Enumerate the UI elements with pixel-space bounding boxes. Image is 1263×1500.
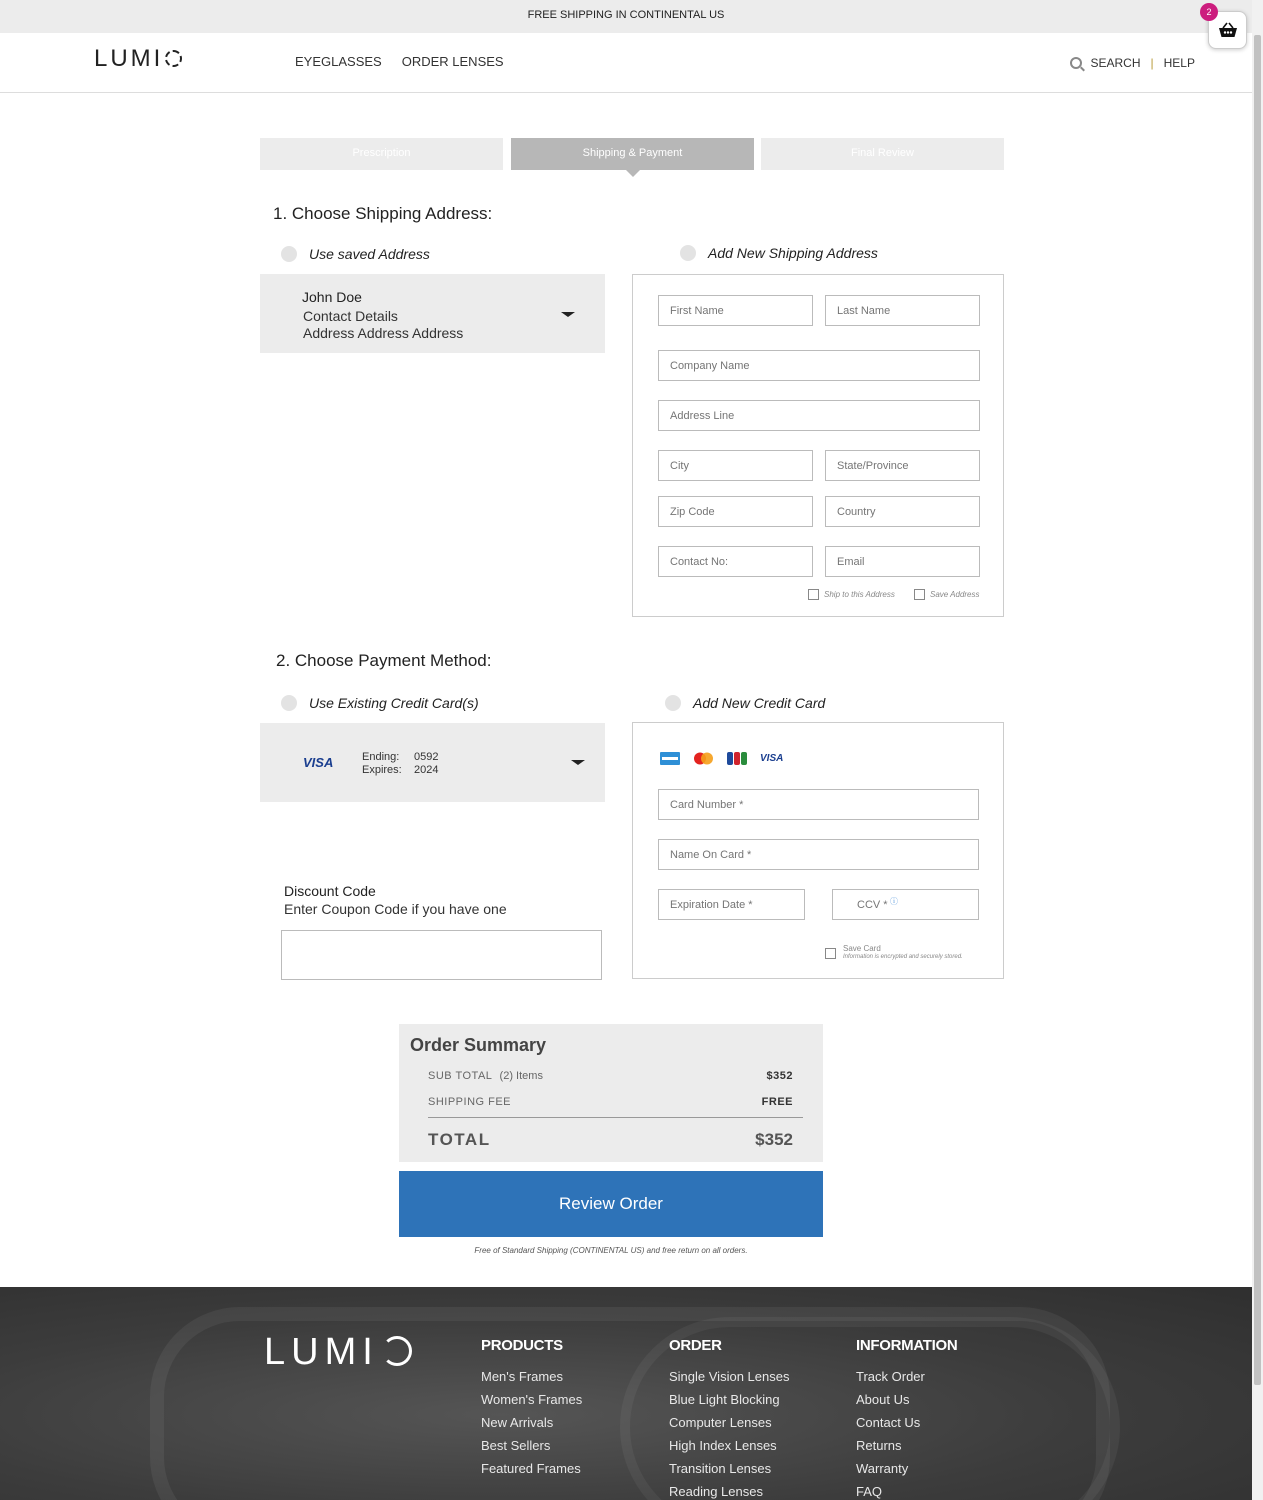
save-card-checkbox[interactable] — [825, 944, 963, 962]
save-address-checkbox[interactable] — [914, 589, 980, 600]
order-summary — [399, 1024, 823, 1162]
footer-link[interactable]: Returns — [856, 1438, 902, 1453]
promo-text: FREE SHIPPING IN CONTINENTAL US — [527, 9, 725, 21]
chevron-down-icon[interactable] — [571, 760, 585, 765]
visa-logo-icon: VISA — [303, 755, 334, 770]
ccv-field-wrapper — [832, 889, 979, 920]
page-scrollbar[interactable] — [1252, 0, 1263, 1500]
footer-column-order — [669, 1337, 789, 1500]
checkbox-box[interactable] — [914, 589, 925, 600]
subtotal-label: SUB TOTAL — [428, 1070, 493, 1082]
saved-card-labels — [362, 751, 402, 777]
card-ending-label: Ending: — [362, 751, 400, 763]
use-saved-address-radio[interactable] — [281, 246, 297, 262]
basket-icon — [1218, 22, 1238, 38]
order-summary-title: Order Summary — [410, 1035, 547, 1055]
company-input[interactable] — [658, 350, 980, 381]
footer-link[interactable]: Women's Frames — [481, 1392, 583, 1407]
site-header — [0, 33, 1252, 93]
subtotal-value: $352 — [766, 1070, 793, 1082]
saved-card-select[interactable] — [260, 723, 605, 802]
footer-link[interactable]: Reading Lenses — [669, 1484, 763, 1499]
add-new-address-radio[interactable] — [680, 245, 696, 261]
ship-to-address-checkbox[interactable] — [808, 589, 895, 600]
footer-link[interactable]: High Index Lenses — [669, 1438, 777, 1453]
zip-input[interactable] — [658, 496, 813, 527]
info-icon[interactable]: ⓘ — [890, 897, 898, 906]
nav-order-lenses[interactable]: ORDER LENSES — [401, 54, 504, 69]
review-order-button[interactable]: Review Order — [399, 1171, 823, 1237]
contact-no-input[interactable] — [658, 546, 813, 577]
footer-link[interactable]: Track Order — [856, 1369, 925, 1384]
card-number-input[interactable] — [658, 789, 979, 820]
footer-logo-text: LUMI — [264, 1331, 379, 1373]
header-utilities — [1070, 56, 1196, 70]
nav-eyeglasses[interactable]: EYEGLASSES — [295, 54, 382, 69]
step-final-review[interactable]: Final Review — [761, 138, 1004, 170]
help-link[interactable]: HELP — [1163, 56, 1195, 70]
jcb-icon — [727, 752, 747, 765]
address-line-input[interactable] — [658, 400, 980, 431]
step-shipping-payment[interactable]: Shipping & Payment — [511, 138, 754, 170]
footer-heading-order: ORDER — [669, 1337, 722, 1354]
use-existing-card-radio[interactable] — [281, 695, 297, 711]
search-link[interactable]: SEARCH — [1090, 56, 1141, 70]
new-address-form — [632, 274, 1004, 617]
logo-ring-icon — [165, 50, 182, 67]
chevron-down-icon[interactable] — [561, 312, 575, 317]
summary-divider — [428, 1117, 803, 1118]
card-expires-label: Expires: — [362, 764, 402, 776]
use-saved-address-option[interactable] — [281, 246, 430, 262]
step-prescription[interactable]: Prescription — [260, 138, 503, 170]
add-new-address-option[interactable] — [680, 245, 878, 261]
visa-icon: VISA — [760, 753, 784, 764]
footer-link[interactable]: About Us — [856, 1392, 910, 1407]
ccv-input[interactable] — [832, 889, 979, 920]
footer-column-products — [481, 1337, 582, 1480]
checkout-steps — [260, 138, 1004, 170]
items-count: (2) Items — [499, 1070, 543, 1082]
checkbox-box[interactable] — [825, 948, 836, 959]
footer-link[interactable]: Computer Lenses — [669, 1415, 772, 1430]
name-on-card-input[interactable] — [658, 839, 979, 870]
footer-heading-products: PRODUCTS — [481, 1337, 563, 1354]
footer-link[interactable]: Single Vision Lenses — [669, 1369, 790, 1384]
first-name-input[interactable] — [658, 295, 813, 326]
save-card-text — [843, 944, 963, 962]
main-nav — [295, 54, 504, 69]
subtotal-row — [428, 1070, 793, 1082]
shipping-fee-value: FREE — [761, 1096, 793, 1108]
add-new-address-label: Add New Shipping Address — [708, 245, 878, 261]
state-input[interactable] — [825, 450, 980, 481]
new-card-form — [632, 722, 1004, 979]
card-expires-value: 2024 — [414, 764, 439, 776]
footer-link[interactable]: Best Sellers — [481, 1438, 551, 1453]
email-input[interactable] — [825, 546, 980, 577]
card-ending-value: 0592 — [414, 751, 439, 763]
footer-link[interactable]: Men's Frames — [481, 1369, 563, 1384]
logo-text: LUMI — [94, 45, 164, 72]
shipping-section-title: 1. Choose Shipping Address: — [273, 204, 493, 223]
footer-link[interactable]: Warranty — [856, 1461, 909, 1476]
total-label: TOTAL — [428, 1130, 491, 1149]
footer-link[interactable]: FAQ — [856, 1484, 883, 1499]
add-new-card-radio[interactable] — [665, 695, 681, 711]
country-input[interactable] — [825, 496, 980, 527]
total-row — [428, 1130, 793, 1150]
saved-address-contact: Contact Details — [303, 308, 398, 324]
footer-logo-ring-icon — [382, 1336, 412, 1366]
expiration-date-input[interactable] — [658, 889, 805, 920]
saved-address-name: John Doe — [302, 289, 362, 305]
footer-link[interactable]: Blue Light Blocking — [669, 1392, 780, 1407]
subtotal-label-group — [428, 1070, 543, 1082]
ship-to-address-label: Ship to this Address — [824, 590, 895, 599]
footer-heading-information: INFORMATION — [856, 1337, 958, 1354]
utility-separator: | — [1150, 56, 1154, 70]
scrollbar-thumb[interactable] — [1254, 35, 1261, 1385]
amex-icon — [660, 752, 680, 765]
footer-column-information — [856, 1337, 957, 1500]
site-logo[interactable] — [94, 45, 182, 73]
discount-subtitle: Enter Coupon Code if you have one — [284, 901, 507, 917]
shipping-fee-label: SHIPPING FEE — [428, 1096, 512, 1108]
footer-link[interactable]: New Arrivals — [481, 1415, 554, 1430]
cart-count-badge: 2 — [1200, 3, 1218, 21]
save-card-label: Save Card — [843, 944, 881, 953]
site-footer — [0, 1287, 1252, 1500]
footer-logo[interactable] — [264, 1331, 412, 1374]
use-existing-card-option[interactable] — [281, 695, 479, 711]
discount-title: Discount Code — [284, 883, 376, 899]
footer-link[interactable]: Featured Frames — [481, 1461, 581, 1476]
card-brand-icons — [660, 752, 783, 765]
coupon-code-input[interactable] — [281, 930, 602, 980]
shipping-fine-print: Free of Standard Shipping (CONTINENTAL US) and free return on all orders. — [474, 1246, 748, 1255]
saved-address-select[interactable] — [260, 274, 605, 353]
add-new-card-option[interactable] — [665, 695, 825, 711]
saved-card-values — [414, 751, 438, 777]
mastercard-icon — [693, 752, 714, 765]
last-name-input[interactable] — [825, 295, 980, 326]
use-saved-address-label: Use saved Address — [309, 246, 430, 262]
save-address-label: Save Address — [930, 590, 980, 599]
use-existing-card-label: Use Existing Credit Card(s) — [309, 695, 479, 711]
total-value: $352 — [755, 1130, 793, 1149]
checkbox-box[interactable] — [808, 589, 819, 600]
save-card-note: Information is encrypted and securely stored. — [843, 954, 963, 960]
add-new-card-label: Add New Credit Card — [693, 695, 826, 711]
promo-bar — [0, 0, 1252, 33]
search-icon[interactable] — [1070, 57, 1082, 69]
city-input[interactable] — [658, 450, 813, 481]
footer-link[interactable]: Contact Us — [856, 1415, 921, 1430]
shipping-fee-row — [428, 1096, 793, 1108]
footer-link[interactable]: Transition Lenses — [669, 1461, 772, 1476]
saved-address-line: Address Address Address — [303, 325, 464, 341]
payment-section-title: 2. Choose Payment Method: — [276, 651, 492, 670]
